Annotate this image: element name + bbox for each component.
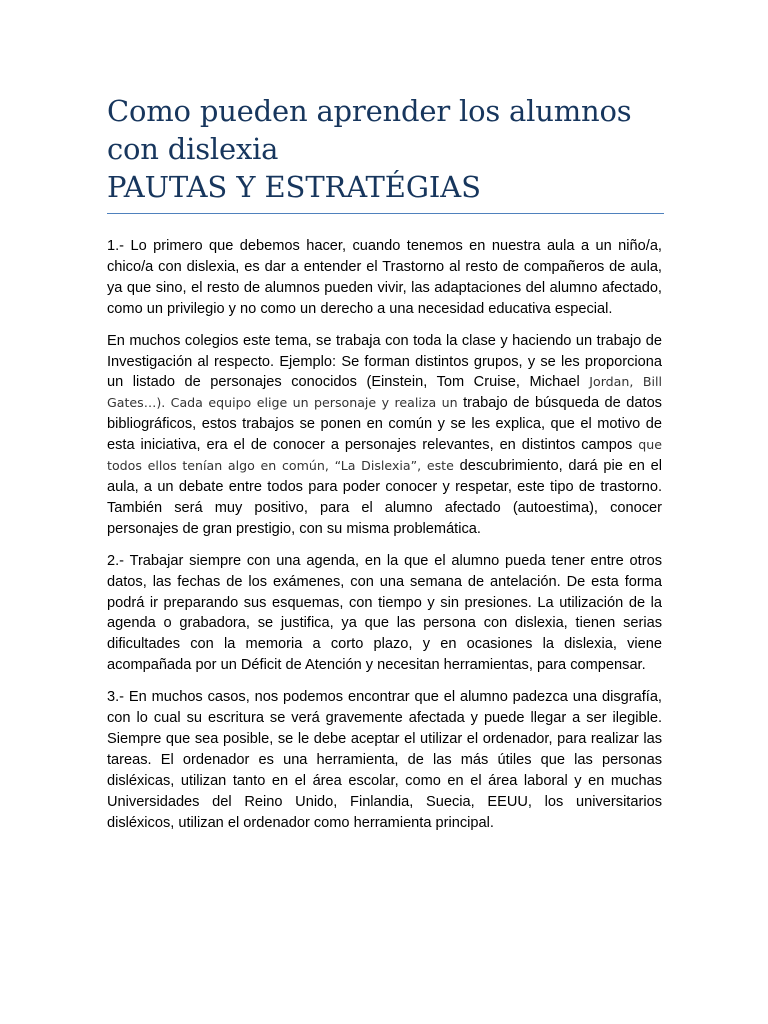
title-subheading: PAUTAS Y ESTRATÉGIAS [107, 170, 481, 204]
paragraph-3: 2.- Trabajar siempre con una agenda, en la que el alumno pueda tener entre otros datos, las fechas de los exámenes, con una semana de antelación. De esta forma podrá ir preparando sus esquemas, con tiempo y sin presiones. La utilización de la agenda o grabadora, se justifica, ya que las persona con dislexia, tienen serias dificultades con la memoria a corto plazo, y en ocasiones la dislexia, viene acompañada por un Déficit de Atención y necesitan herramientas, para compensar. [107, 552, 662, 674]
paragraph-2-part-d: que todos ellos tenían algo en común, “La Dislexia”, este [107, 437, 663, 474]
paragraph-1: 1.- Lo primero que debemos hacer, cuando tenemos en nuestra aula a un niño/a, chico/a con dislexia, es dar a entender el Trastorno al resto de compañeros de aula, ya que sino, el resto de alumnos pueden vivir, las adaptaciones del alumno afectado, como un privilegio y no como un derecho a una necesidad educativa especial. [107, 238, 662, 317]
document-body [107, 236, 662, 844]
title-line-2: con dislexia [107, 132, 279, 166]
paragraph-2-part-c: trabajo de búsqueda de datos bibliográficos, estos trabajos se ponen en común y se les explica, que el motivo de esta iniciativa, era el de conocer a personajes relevantes, en distintos campos [107, 395, 662, 454]
paragraph-4: 3.- En muchos casos, nos podemos encontrar que el alumno padezca una disgrafía, con lo cual su escritura se verá gravemente afectada y puede llegar a ser ilegible. Siempre que sea posible, se le debe aceptar el utilizar el ordenador, para realizar las tareas. El ordenador es una herramienta, de las más útiles que las personas disléxicas, utilizan tanto en el área escolar, como en el área laboral y en muchas Universidades del Reino Unido, Finlandia, Suecia, EEUU, los universitarios disléxicos, utilizan el ordenador como herramienta principal. [107, 689, 662, 831]
title-line-1: Como pueden aprender los alumnos [107, 94, 632, 128]
paragraph-2-part-e: descubrimiento, dará pie en el aula, a un debate entre todos para poder conocer y respetar, este tipo de trastorno. También será muy positivo, para el alumno afectado (autoestima), conocer personajes de gran prestigio, con su misma problemática. [107, 458, 662, 537]
title-divider [107, 213, 664, 214]
paragraph-2-part-a: En muchos colegios este tema, se trabaja con toda la clase y haciendo un trabajo de Investigación al respecto. Ejemplo: Se forman distintos grupos, y se les proporciona un listado de personajes conocidos (Einstein, Tom Cruise, Michael [107, 332, 662, 391]
paragraph-2-part-b: Jordan, Bill Gates…). Cada equipo elige un personaje y realiza un [107, 374, 662, 411]
paragraph-2 [107, 331, 662, 540]
document-title [107, 92, 667, 206]
